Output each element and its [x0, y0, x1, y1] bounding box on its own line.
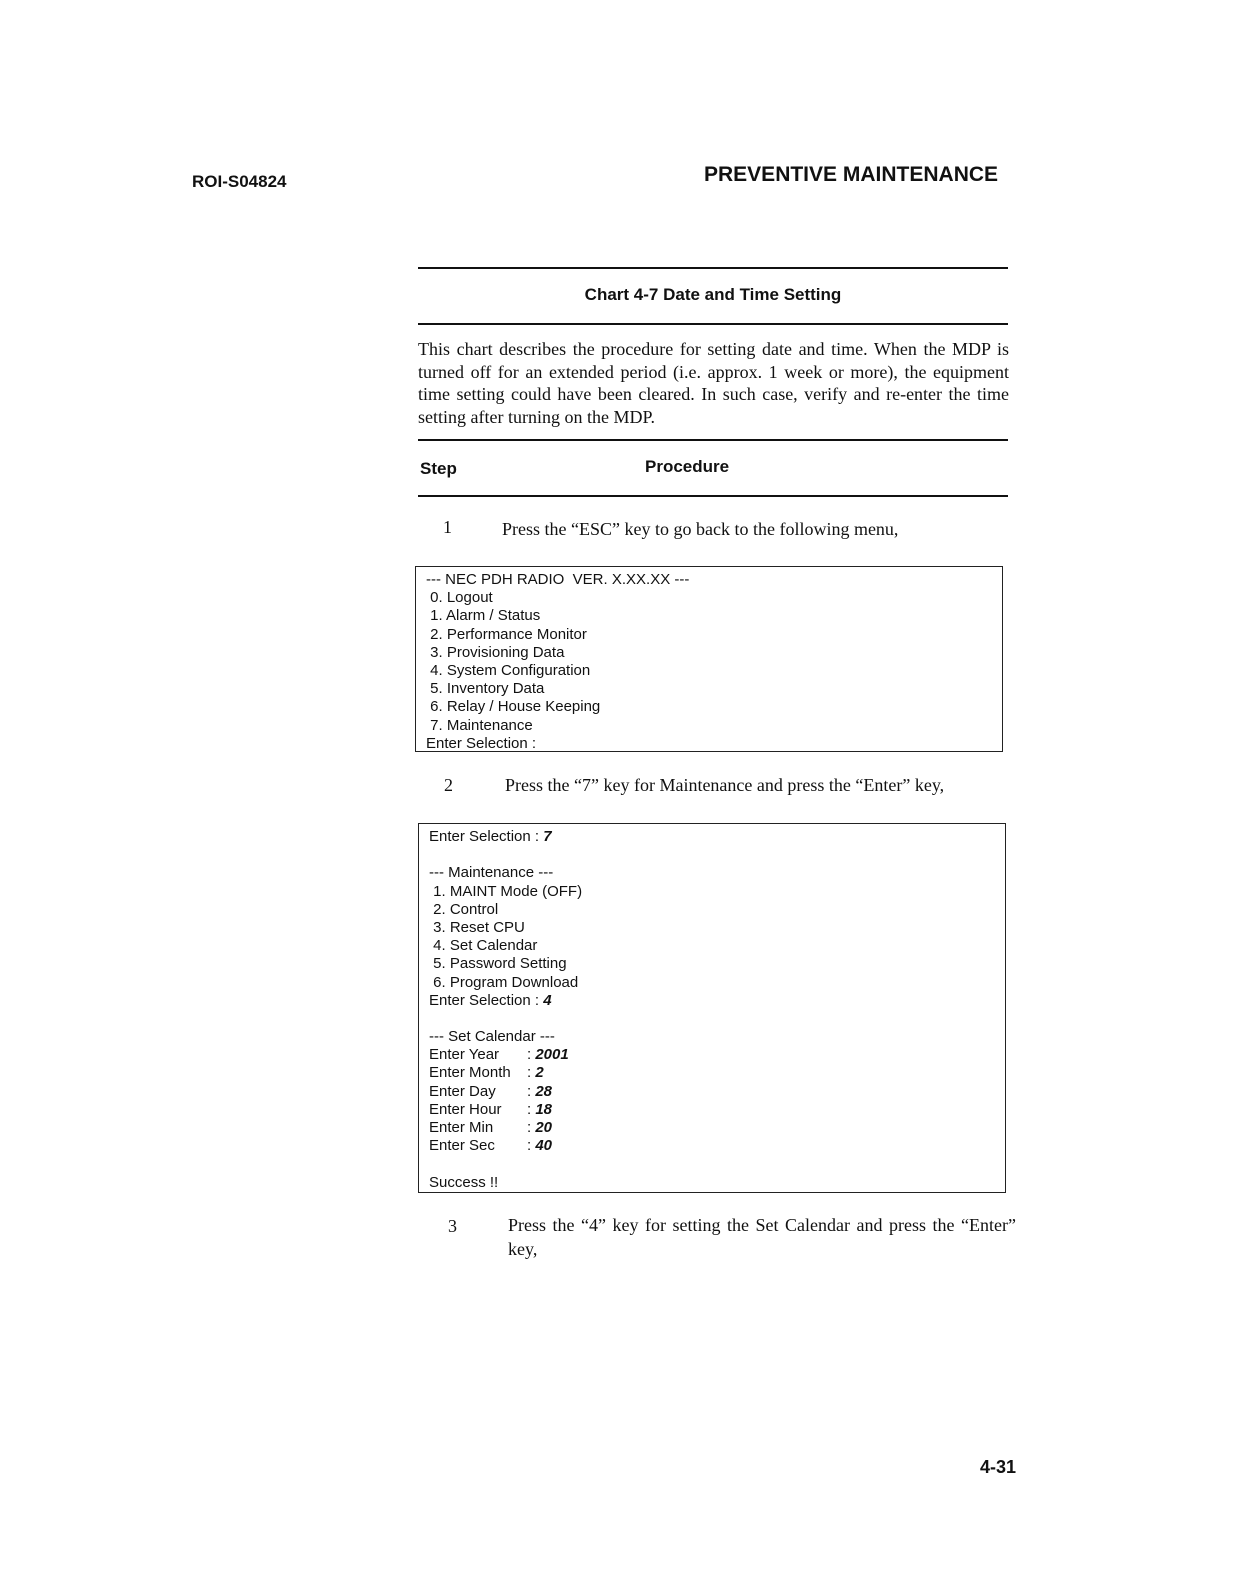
calendar-row-sec: Enter Sec : 40 — [429, 1137, 553, 1155]
calendar-value: 40 — [535, 1137, 553, 1155]
terminal-screen-main-menu — [415, 566, 1003, 752]
divider-below-header — [418, 495, 1008, 497]
step-text: Press the “ESC” key to go back to the following menu, — [502, 519, 899, 539]
entered-value: 7 — [543, 828, 552, 845]
calendar-value: 2001 — [535, 1046, 569, 1064]
menu-item: 1. Alarm / Status — [426, 607, 541, 625]
step-number: 3 — [448, 1216, 457, 1236]
calendar-label: Enter Year — [429, 1046, 500, 1064]
calendar-label: Enter Min — [429, 1119, 494, 1136]
calendar-row-day: Enter Day : 28 — [429, 1082, 553, 1100]
maintenance-item: 2. Control — [429, 900, 499, 918]
column-header-step: Step — [420, 459, 457, 478]
menu-item: 6. Relay / House Keeping — [426, 698, 601, 716]
menu-item: 5. Inventory Data — [426, 680, 545, 698]
menu-item: 7. Maintenance — [426, 716, 533, 734]
selection-prompt — [429, 828, 995, 846]
calendar-row-hour: Enter Hour : 18 — [429, 1100, 553, 1118]
document-id: ROI-S04824 — [192, 172, 287, 191]
menu-item: 3. Provisioning Data — [426, 643, 565, 661]
menu-item: 4. System Configuration — [426, 661, 591, 679]
column-header-procedure: Procedure — [645, 457, 730, 476]
calendar-value: 28 — [535, 1082, 553, 1100]
divider-top — [418, 267, 1008, 269]
calendar-value: 20 — [535, 1119, 553, 1136]
menu-item: 2. Performance Monitor — [426, 625, 587, 643]
step-text: Press the “7” key for Maintenance and press the “Enter” key, — [505, 775, 945, 795]
section-title: PREVENTIVE MAINTENANCE — [704, 163, 999, 186]
prompt-label: Enter Selection : — [429, 991, 544, 1009]
divider-under-title — [418, 323, 1008, 325]
calendar-value: 18 — [535, 1100, 553, 1118]
calendar-label: Enter Day — [429, 1082, 496, 1100]
selection-prompt: Enter Selection : — [426, 734, 537, 752]
calendar-label: Enter Month — [429, 1064, 511, 1082]
maintenance-item: 3. Reset CPU — [429, 918, 525, 936]
divider-above-header — [418, 439, 1008, 441]
selection-prompt — [429, 992, 995, 1010]
terminal-screen-maintenance — [418, 823, 1006, 1193]
step-number: 1 — [443, 517, 452, 537]
page-number: 4-31 — [980, 1457, 1017, 1477]
step-number: 2 — [444, 775, 453, 795]
calendar-value: 2 — [535, 1064, 544, 1082]
chart-title: Chart 4-7 Date and Time Setting — [584, 285, 842, 304]
step-text: Press the “4” key for setting the Set Calendar and press the “Enter” key, — [508, 1215, 1016, 1259]
entered-value: 4 — [543, 991, 552, 1009]
menu-title: --- NEC PDH RADIO VER. X.XX.XX --- — [426, 571, 690, 588]
maintenance-header: --- Maintenance --- — [429, 864, 554, 882]
calendar-label: Enter Sec — [429, 1137, 495, 1155]
maintenance-item: 6. Program Download — [429, 973, 579, 991]
maintenance-item: 1. MAINT Mode (OFF) — [429, 882, 583, 900]
calendar-header: --- Set Calendar --- — [429, 1028, 555, 1046]
prompt-label: Enter Selection : — [429, 828, 544, 845]
calendar-row-year: Enter Year : 2001 — [429, 1046, 569, 1064]
maintenance-item: 5. Password Setting — [429, 955, 567, 973]
calendar-row-min: Enter Min : 20 — [429, 1119, 553, 1136]
calendar-row-month: Enter Month : 2 — [429, 1064, 544, 1082]
calendar-label: Enter Hour — [429, 1100, 502, 1118]
intro-paragraph: This chart describes the procedure for setting date and time. When the MDP is turned off for an extended period (i.e. approx. 1 week or more), the equipment time setting could have been cleared. In such case, verify and re-enter the time setting after turning on the MDP. — [418, 339, 1009, 427]
maintenance-item: 4. Set Calendar — [429, 937, 538, 955]
menu-item: 0. Logout — [426, 589, 493, 607]
success-message: Success !! — [429, 1173, 499, 1191]
